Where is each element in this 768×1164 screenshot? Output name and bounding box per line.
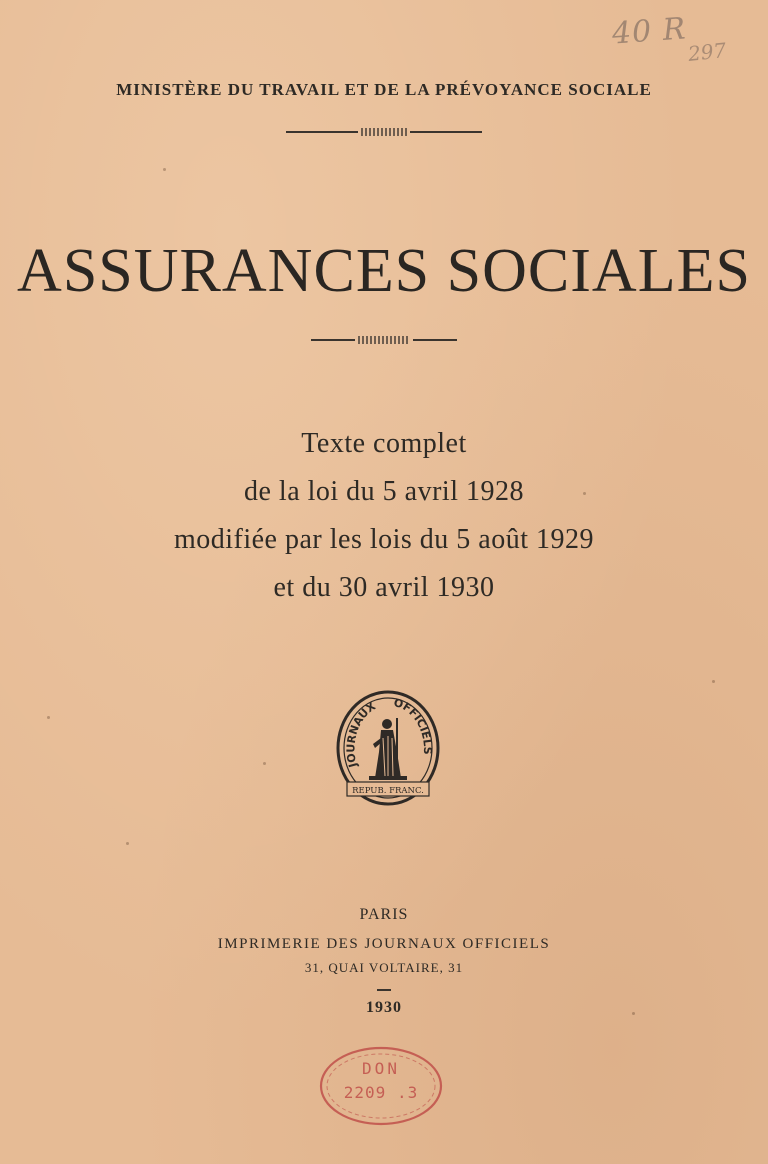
paper-speck [712, 680, 715, 683]
paper-speck [163, 168, 166, 171]
ornamental-rule [0, 127, 768, 137]
subtitle-line: de la loi du 5 avril 1928 [243, 476, 524, 507]
subtitle-line: et du 30 avril 1930 [273, 572, 495, 603]
subtitle-block [0, 420, 768, 612]
stamp-line-2: 2209 .3 [343, 1083, 419, 1102]
seal-text-right: OFFICIELS [392, 695, 435, 755]
seal-text-bottom: REPUB. FRANC. [352, 786, 424, 796]
paper-speck [263, 762, 266, 765]
handwritten-note: 40 R [610, 11, 688, 52]
ministry-heading: MINISTÈRE DU TRAVAIL ET DE LA PRÉVOYANCE SOCIALE [116, 80, 652, 99]
ornamental-rule [0, 335, 768, 345]
seal-text-left: JOURNAUX [344, 699, 379, 769]
document-title: ASSURANCES SOCIALES [17, 237, 751, 305]
imprint-printer: IMPRIMERIE DES JOURNAUX OFFICIELS [217, 936, 551, 952]
subtitle-line: Texte complet [301, 428, 467, 459]
stamp-line-1: DON [362, 1059, 400, 1078]
paper-speck [126, 842, 129, 845]
imprint-block [0, 903, 768, 1017]
paper-speck [47, 716, 50, 719]
handwritten-number: 297 [686, 38, 728, 66]
journaux-officiels-seal-icon [335, 688, 441, 814]
publication-year: 1930 [366, 999, 402, 1016]
library-stamp-icon [316, 1040, 446, 1132]
imprint-city: PARIS [359, 906, 409, 923]
subtitle-line: modifiée par les lois du 5 août 1929 [173, 524, 595, 555]
imprint-address: 31, QUAI VOLTAIRE, 31 [304, 960, 464, 975]
imprint-divider [377, 989, 391, 991]
